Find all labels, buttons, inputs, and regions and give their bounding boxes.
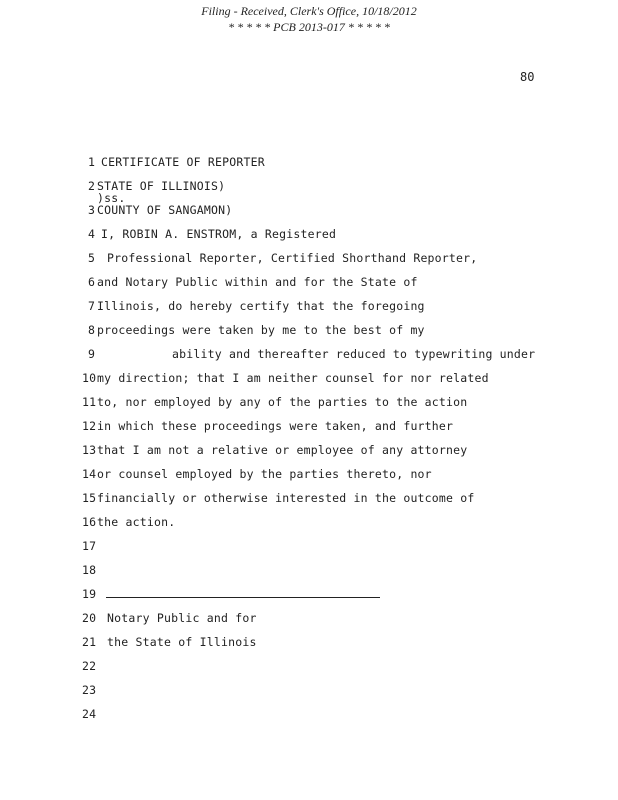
transcript-line <box>0 299 425 315</box>
line-number: 15 <box>82 491 97 505</box>
filing-stamp-line-1: Filing - Received, Clerk's Office, 10/18/2012 <box>201 4 417 18</box>
line-number: 1 <box>88 155 96 169</box>
line-number: 24 <box>82 707 97 721</box>
line-number: 20 <box>82 611 97 625</box>
line-number: 3 <box>88 203 96 217</box>
line-number: 22 <box>82 659 97 673</box>
transcript-line <box>0 683 97 699</box>
line-text: I, ROBIN A. ENSTROM, a Registered <box>101 227 337 241</box>
line-text: the action. <box>97 515 176 529</box>
transcript-line <box>0 635 257 651</box>
transcript-line <box>0 251 478 267</box>
line-text: to, nor employed by any of the parties to the action <box>97 395 468 409</box>
transcript-line <box>0 707 97 723</box>
transcript-line <box>0 611 257 627</box>
transcript-line <box>0 155 265 171</box>
page-number: 80 <box>520 70 535 84</box>
line-number: 23 <box>82 683 97 697</box>
transcript-line <box>0 419 454 435</box>
line-number: 18 <box>82 563 97 577</box>
line-text: or counsel employed by the parties thereto, nor <box>97 467 432 481</box>
signature-line <box>106 597 380 598</box>
transcript-line <box>0 395 468 411</box>
transcript-line <box>0 587 97 603</box>
line-number: 2 <box>88 179 96 193</box>
transcript-line <box>0 275 418 291</box>
line-number: 5 <box>88 251 96 265</box>
transcript-line <box>0 347 536 363</box>
transcript-line <box>0 563 97 579</box>
line-number: 17 <box>82 539 97 553</box>
line-text: Professional Reporter, Certified Shorthand Reporter, <box>107 251 478 265</box>
transcript-line <box>0 227 337 243</box>
transcript-line <box>0 491 475 507</box>
line-number: 6 <box>88 275 96 289</box>
filing-stamp-line-2: * * * * * PCB 2013-017 * * * * * <box>228 20 390 34</box>
transcript-line <box>0 467 432 483</box>
transcript-line <box>0 371 489 387</box>
line-text: STATE OF ILLINOIS) <box>97 179 226 193</box>
line-number: 21 <box>82 635 97 649</box>
line-number: 11 <box>82 395 97 409</box>
line-text: the State of Illinois <box>107 635 257 649</box>
line-text: Notary Public and for <box>107 611 257 625</box>
line-text: in which these proceedings were taken, and further <box>97 419 454 433</box>
transcript-line <box>0 203 233 219</box>
line-text: COUNTY OF SANGAMON) <box>97 203 233 217</box>
transcript-line <box>0 443 468 459</box>
line-text: that I am not a relative or employee of any attorney <box>97 443 468 457</box>
line-text: ability and thereafter reduced to typewriting under <box>172 347 536 361</box>
line-number: 16 <box>82 515 97 529</box>
line-number: 13 <box>82 443 97 457</box>
line-number: 10 <box>82 371 97 385</box>
line-text: CERTIFICATE OF REPORTER <box>101 155 265 169</box>
transcript-line <box>0 539 97 555</box>
transcript-line <box>0 659 97 675</box>
line-number: 4 <box>88 227 96 241</box>
line-number: 7 <box>88 299 96 313</box>
line-text: )ss. <box>97 191 126 205</box>
line-number: 12 <box>82 419 97 433</box>
line-number: 14 <box>82 467 97 481</box>
line-text: proceedings were taken by me to the best of my <box>97 323 425 337</box>
transcript-line <box>0 323 425 339</box>
line-text: my direction; that I am neither counsel for nor related <box>97 371 489 385</box>
line-number: 19 <box>82 587 97 601</box>
transcript-line <box>0 515 176 531</box>
line-number: 9 <box>88 347 96 361</box>
line-text: Illinois, do hereby certify that the foregoing <box>97 299 425 313</box>
line-text: and Notary Public within and for the State of <box>97 275 418 289</box>
line-number: 8 <box>88 323 96 337</box>
line-text: financially or otherwise interested in the outcome of <box>97 491 475 505</box>
